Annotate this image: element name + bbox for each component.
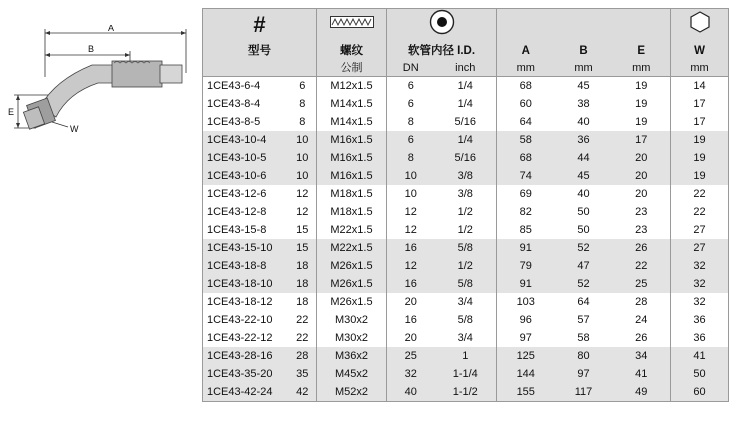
table-row [203, 77, 729, 96]
thread-cell: M16x1.5 [317, 167, 387, 185]
w-cell: 36 [671, 311, 729, 329]
thread-cell: M30x2 [317, 311, 387, 329]
inch-cell: 3/8 [435, 167, 497, 185]
label-e: E [8, 107, 15, 117]
model: 1CE43-10-4 [203, 131, 289, 149]
spec-table [202, 8, 729, 402]
w-cell: 27 [671, 239, 729, 257]
e-cell: 17 [613, 131, 671, 149]
model: 1CE43-22-12 [207, 332, 273, 344]
table-row [203, 203, 729, 221]
inch-cell: 1/2 [457, 206, 473, 218]
a-cell: 96 [497, 311, 555, 329]
w-cell: 19 [671, 149, 729, 167]
dn-cell: 10 [387, 167, 435, 185]
thread-cell: M26x1.5 [317, 275, 387, 293]
dn-cell: 12 [387, 203, 435, 221]
inch-cell: 1-1/2 [435, 383, 497, 402]
e-cell: 28 [635, 296, 648, 308]
thread-header: 螺纹 [317, 41, 387, 59]
thread-unit: 公制 [317, 59, 387, 77]
w-cell: 27 [671, 221, 729, 239]
hex-icon-cell [671, 9, 729, 42]
e-cell: 24 [635, 314, 648, 326]
a-unit: mm [497, 59, 555, 77]
model: 1CE43-22-10 [207, 314, 273, 326]
w-cell: 17 [671, 113, 729, 131]
size-cell: 18 [289, 275, 317, 293]
dn-cell: 6 [387, 131, 435, 149]
w-cell: 32 [671, 293, 729, 311]
table-row [203, 167, 729, 185]
e-cell: 23 [635, 224, 648, 236]
b-cell: 80 [555, 347, 613, 365]
hose-icon-cell [387, 9, 497, 42]
w-cell: 32 [671, 275, 729, 293]
model: 1CE43-8-5 [207, 116, 261, 128]
hose-id-header: 软管内径 I.D. [387, 41, 497, 59]
a-cell: 58 [497, 131, 555, 149]
e-cell: 25 [613, 275, 671, 293]
size-cell: 18 [289, 257, 317, 275]
a-cell: 85 [497, 221, 555, 239]
thread-cell: M22x1.5 [317, 221, 387, 239]
b-cell: 97 [555, 365, 613, 383]
inch-cell: 3/4 [457, 332, 473, 344]
a-cell: 74 [497, 167, 555, 185]
table-row [203, 311, 729, 329]
table-row [203, 95, 729, 113]
w-cell: 50 [671, 365, 729, 383]
thread-cell: M22x1.5 [317, 239, 387, 257]
size-cell: 15 [289, 239, 317, 257]
size-cell: 8 [299, 116, 306, 128]
b-cell: 50 [577, 206, 590, 218]
w-cell: 22 [671, 203, 729, 221]
b-cell: 117 [555, 383, 613, 402]
table-row [203, 383, 729, 402]
b-cell: 57 [577, 314, 590, 326]
size-cell: 22 [296, 332, 309, 344]
dn-cell: 6 [387, 95, 435, 113]
table-row [203, 149, 729, 167]
e-cell: 19 [635, 80, 648, 92]
size-cell: 12 [296, 188, 309, 200]
e-header: E [613, 41, 671, 59]
dn-cell: 16 [387, 275, 435, 293]
w-unit: mm [671, 59, 729, 77]
thread-cell: M16x1.5 [317, 131, 387, 149]
e-cell: 34 [613, 347, 671, 365]
b-cell: 38 [577, 98, 590, 110]
thread-cell: M30x2 [317, 329, 387, 347]
w-cell: 32 [671, 257, 729, 275]
a-cell: 91 [497, 239, 555, 257]
thread-cell: M36x2 [317, 347, 387, 365]
thread-cell: M18x1.5 [317, 185, 387, 203]
table-row [203, 365, 729, 383]
model: 1CE43-10-6 [203, 167, 289, 185]
fitting-diagram [0, 25, 190, 145]
size-cell: 12 [296, 206, 309, 218]
w-cell: 19 [671, 131, 729, 149]
b-cell: 45 [555, 167, 613, 185]
size-cell: 10 [289, 149, 317, 167]
b-cell: 47 [555, 257, 613, 275]
inch-cell: 5/8 [457, 314, 473, 326]
table-body [203, 77, 729, 402]
size-cell: 10 [289, 131, 317, 149]
dn-cell: 25 [387, 347, 435, 365]
w-cell: 14 [671, 77, 729, 96]
b-cell: 64 [577, 296, 590, 308]
e-cell: 26 [635, 332, 648, 344]
thread-icon [330, 16, 374, 28]
a-cell: 91 [497, 275, 555, 293]
e-cell: 22 [613, 257, 671, 275]
label-a: A [108, 25, 115, 33]
inch-cell: 3/4 [457, 296, 473, 308]
dn-cell: 40 [387, 383, 435, 402]
thread-cell: M52x2 [317, 383, 387, 402]
w-cell: 41 [671, 347, 729, 365]
dn-cell: 8 [387, 149, 435, 167]
a-cell: 68 [497, 77, 555, 96]
thread-cell: M14x1.5 [317, 95, 387, 113]
table-row [203, 221, 729, 239]
a-cell: 64 [497, 113, 555, 131]
a-cell: 144 [497, 365, 555, 383]
table-row [203, 293, 729, 311]
dn-cell: 8 [387, 113, 435, 131]
b-cell: 40 [577, 116, 590, 128]
size-cell: 42 [289, 383, 317, 402]
inch-cell: 1 [435, 347, 497, 365]
inch-cell: 1/2 [457, 224, 473, 236]
size-cell: 8 [299, 98, 306, 110]
table-header [203, 9, 729, 77]
size-cell: 15 [296, 224, 309, 236]
a-cell: 125 [497, 347, 555, 365]
size-cell: 22 [296, 314, 309, 326]
thread-icon-cell [317, 9, 387, 42]
label-w: W [70, 124, 79, 134]
thread-cell: M14x1.5 [317, 113, 387, 131]
e-cell: 41 [613, 365, 671, 383]
inch-cell: 1/4 [457, 98, 473, 110]
table-row [203, 131, 729, 149]
a-cell: 69 [497, 185, 555, 203]
e-cell: 49 [613, 383, 671, 402]
thread-cell: M26x1.5 [317, 257, 387, 275]
model: 1CE43-8-4 [207, 98, 261, 110]
table-row [203, 329, 729, 347]
size-cell: 28 [289, 347, 317, 365]
inch-cell: 5/8 [435, 239, 497, 257]
a-cell: 155 [497, 383, 555, 402]
thread-cell: M12x1.5 [317, 77, 387, 96]
size-cell: 35 [289, 365, 317, 383]
inch-cell: 1/4 [457, 80, 473, 92]
dn-cell: 16 [387, 311, 435, 329]
inch-cell: 1/4 [435, 131, 497, 149]
hex-wrench-icon [688, 10, 712, 34]
thread-cell: M16x1.5 [317, 149, 387, 167]
w-leader-line [52, 122, 68, 127]
w-cell: 36 [671, 329, 729, 347]
thread-cell: M18x1.5 [317, 203, 387, 221]
b-cell: 58 [577, 332, 590, 344]
table-row [203, 347, 729, 365]
inch-cell: 1-1/4 [435, 365, 497, 383]
a-cell: 68 [497, 149, 555, 167]
hose-section-icon [429, 9, 455, 35]
a-header: A [497, 41, 555, 59]
e-cell: 20 [635, 188, 648, 200]
model: 1CE43-18-8 [203, 257, 289, 275]
b-unit: mm [555, 59, 613, 77]
dn-cell: 10 [387, 185, 435, 203]
model: 1CE43-35-20 [203, 365, 289, 383]
w-header: W [671, 41, 729, 59]
w-cell: 60 [671, 383, 729, 402]
b-header: B [555, 41, 613, 59]
dn-cell: 12 [387, 221, 435, 239]
model: 1CE43-28-16 [203, 347, 289, 365]
b-cell: 40 [577, 188, 590, 200]
dn-cell: 16 [387, 239, 435, 257]
a-cell: 60 [497, 95, 555, 113]
dn-unit: DN [387, 59, 435, 77]
w-cell: 19 [671, 167, 729, 185]
dn-cell: 20 [387, 293, 435, 311]
a-cell: 103 [497, 293, 555, 311]
model: 1CE43-18-12 [207, 296, 273, 308]
e-cell: 26 [613, 239, 671, 257]
b-cell: 36 [555, 131, 613, 149]
b-cell: 44 [555, 149, 613, 167]
model: 1CE43-18-10 [203, 275, 289, 293]
dn-cell: 20 [387, 329, 435, 347]
e-unit: mm [613, 59, 671, 77]
w-cell: 17 [671, 95, 729, 113]
inch-cell: 5/8 [435, 275, 497, 293]
model: 1CE43-15-8 [207, 224, 267, 236]
inch-cell: 5/16 [454, 116, 476, 128]
size-cell: 18 [296, 296, 309, 308]
table-row [203, 239, 729, 257]
inch-cell: 5/16 [435, 149, 497, 167]
hash-header: # [203, 9, 317, 42]
table-row [203, 275, 729, 293]
thread-cell: M26x1.5 [317, 293, 387, 311]
inch-unit: inch [435, 59, 497, 77]
dn-cell: 6 [387, 77, 435, 96]
dn-cell: 12 [387, 257, 435, 275]
e-cell: 19 [635, 116, 648, 128]
a-cell: 97 [497, 329, 555, 347]
model: 1CE43-6-4 [207, 80, 261, 92]
model: 1CE43-10-5 [203, 149, 289, 167]
size-cell: 6 [299, 80, 306, 92]
label-b: B [88, 44, 95, 54]
inch-cell: 3/8 [457, 188, 473, 200]
model: 1CE43-15-10 [203, 239, 289, 257]
b-cell: 45 [577, 80, 590, 92]
w-cell: 22 [671, 185, 729, 203]
inch-cell: 1/2 [435, 257, 497, 275]
a-cell: 82 [497, 203, 555, 221]
table-row [203, 257, 729, 275]
b-cell: 52 [555, 275, 613, 293]
thread-cell: M45x2 [317, 365, 387, 383]
model: 1CE43-42-24 [203, 383, 289, 402]
table-row [203, 113, 729, 131]
dn-cell: 32 [387, 365, 435, 383]
e-cell: 19 [635, 98, 648, 110]
model: 1CE43-12-6 [207, 188, 267, 200]
model: 1CE43-12-8 [207, 206, 267, 218]
e-cell: 23 [635, 206, 648, 218]
b-cell: 50 [577, 224, 590, 236]
b-cell: 52 [555, 239, 613, 257]
size-cell: 10 [289, 167, 317, 185]
table-row [203, 185, 729, 203]
e-cell: 20 [613, 167, 671, 185]
e-cell: 20 [613, 149, 671, 167]
model-header: 型号 [203, 41, 317, 59]
a-cell: 79 [497, 257, 555, 275]
